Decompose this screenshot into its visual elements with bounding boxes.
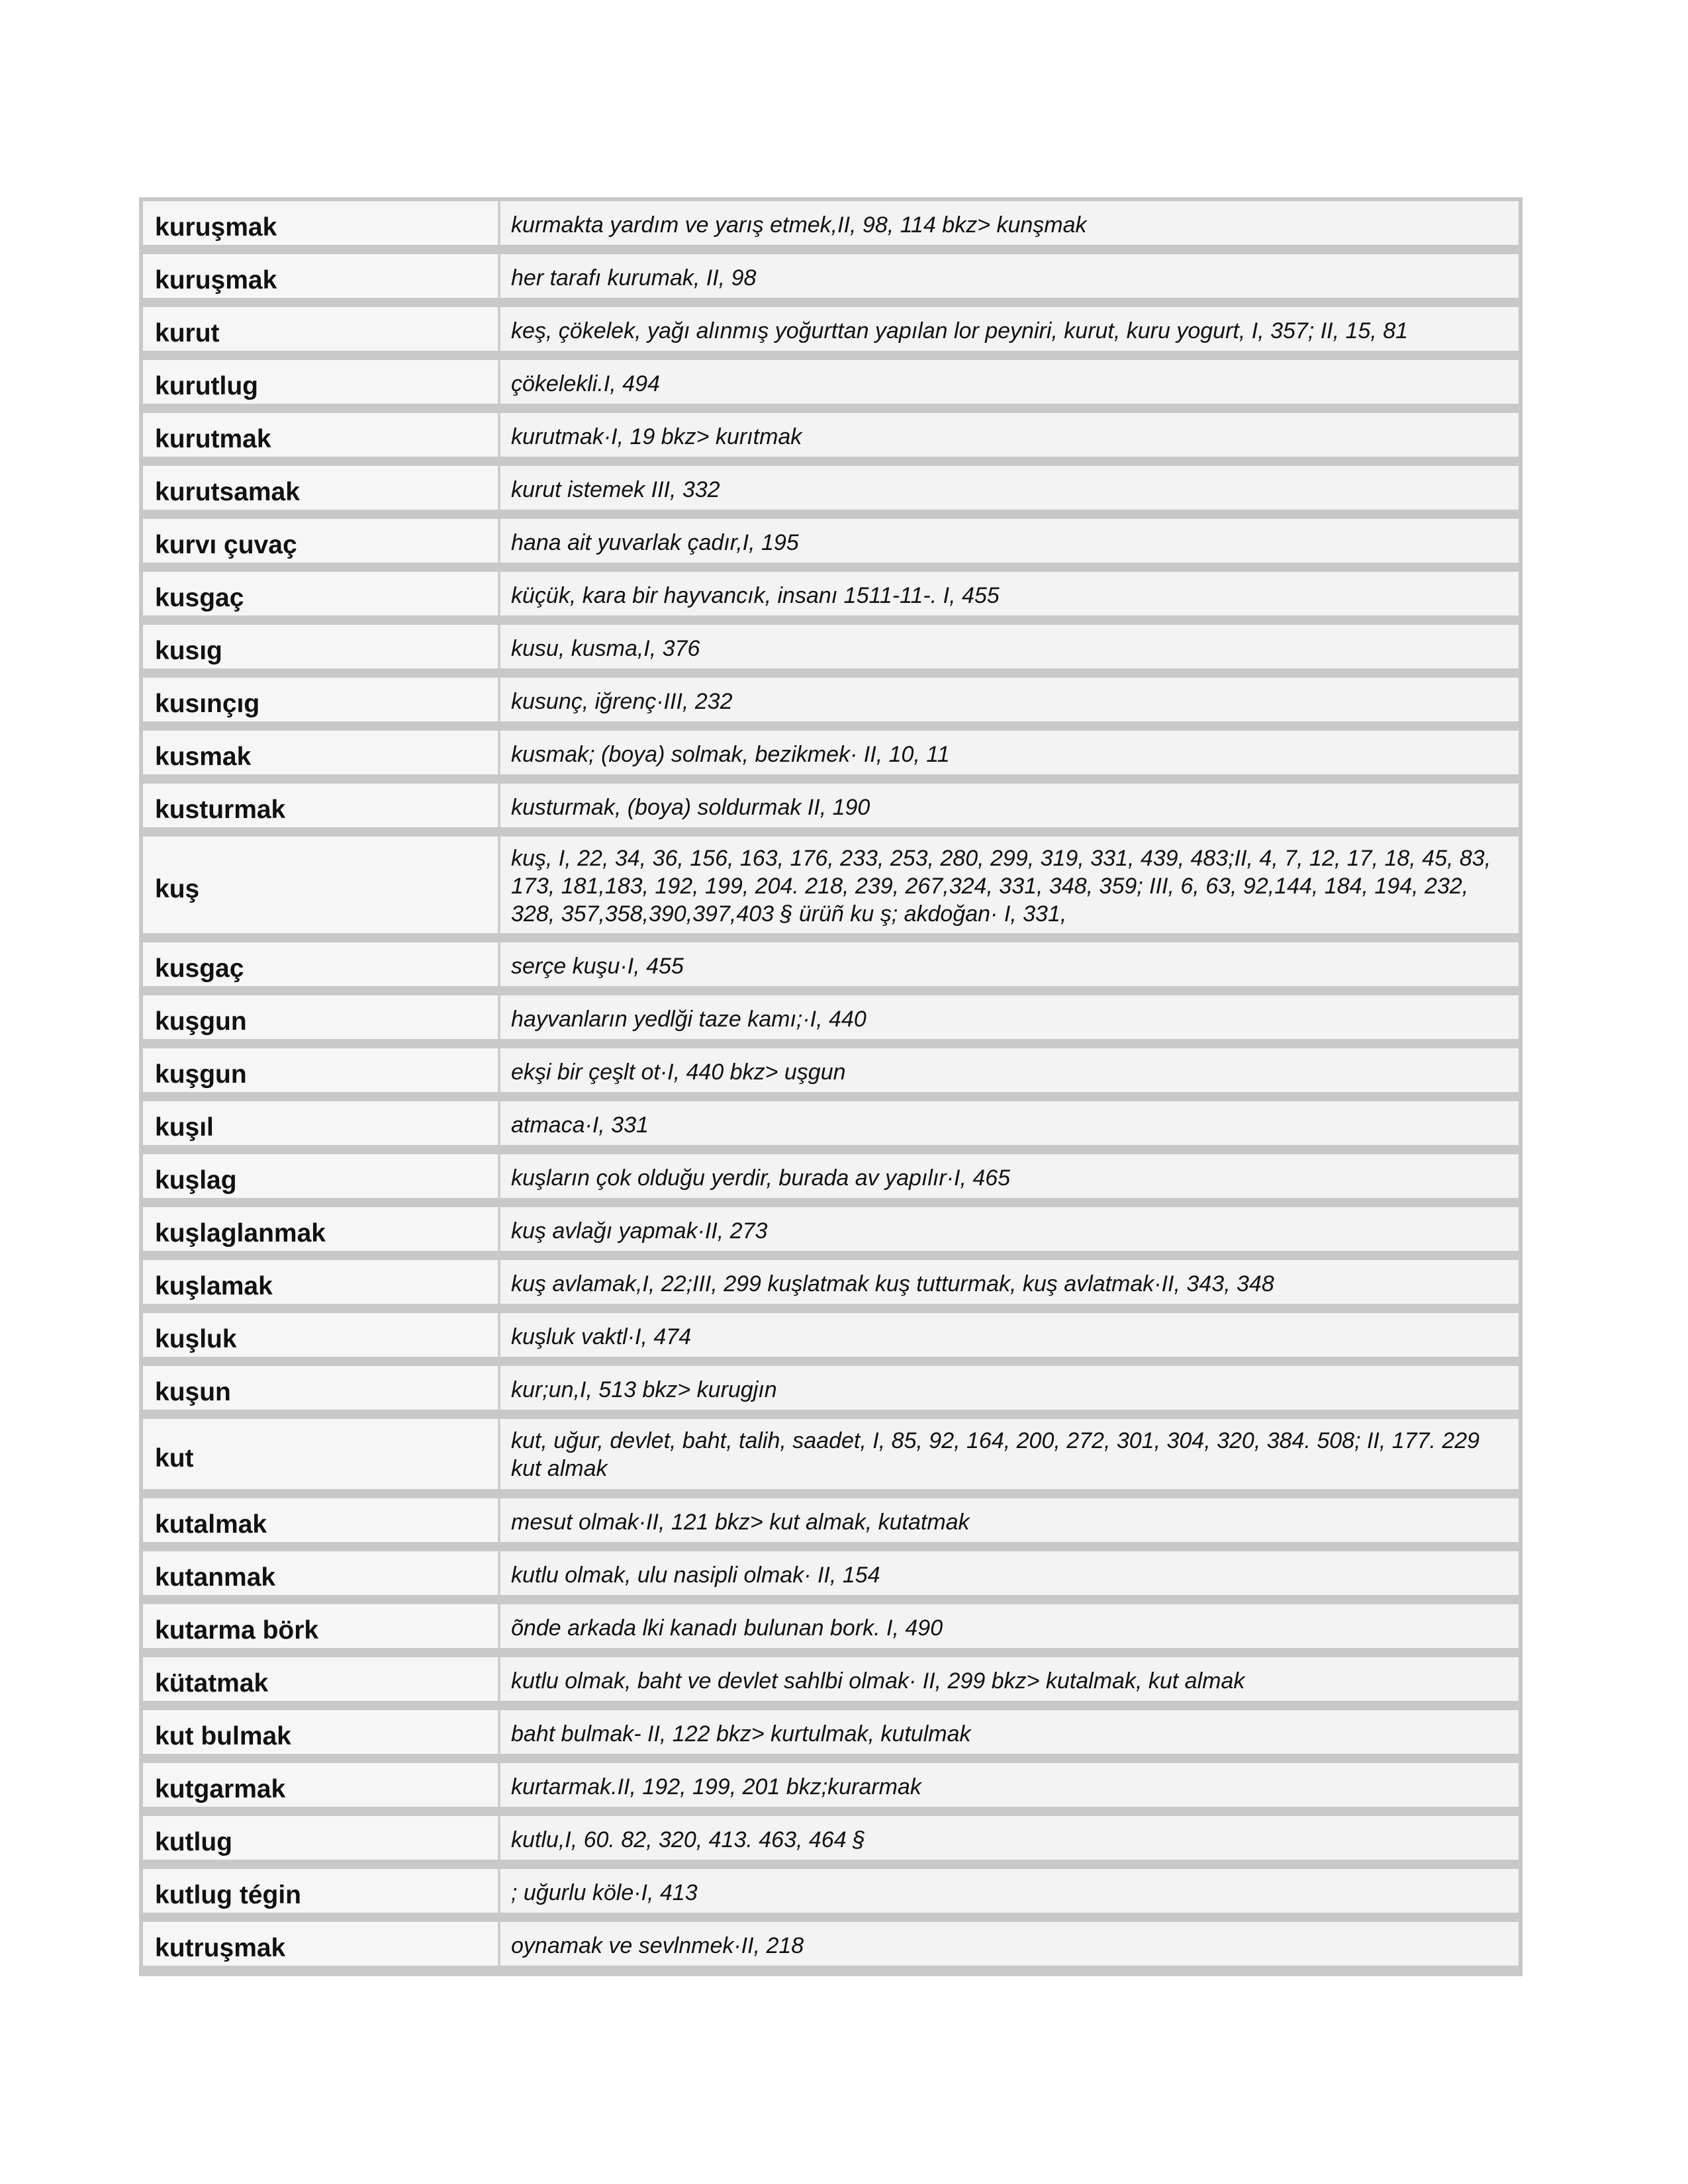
table-row bbox=[143, 837, 1519, 933]
entry-definition: keş, çökelek, yağı alınmış yoğurttan yapılan lor peyniri, kurut, kuru yogurt, I, 357; II, 15, 81 bbox=[500, 307, 1519, 351]
table-row bbox=[143, 1101, 1519, 1145]
entry-definition: baht bulmak- II, 122 bkz> kurtulmak, kutulmak bbox=[500, 1710, 1519, 1754]
table-row bbox=[143, 1657, 1519, 1701]
table-row bbox=[143, 1313, 1519, 1357]
table-row bbox=[143, 1207, 1519, 1251]
entry-term: kuşlamak bbox=[143, 1260, 500, 1304]
table-row bbox=[143, 678, 1519, 721]
table-row bbox=[143, 466, 1519, 510]
entry-term: kusıg bbox=[143, 625, 500, 668]
entry-definition: kutlu olmak, ulu nasipli olmak· II, 154 bbox=[500, 1551, 1519, 1595]
entry-definition: kurtarmak.II, 192, 199, 201 bkz;kurarmak bbox=[500, 1763, 1519, 1807]
entry-term: kuruşmak bbox=[143, 201, 500, 245]
entry-definition: kuşluk vaktl·I, 474 bbox=[500, 1313, 1519, 1357]
entry-term: kuruşmak bbox=[143, 254, 500, 298]
table-row bbox=[143, 413, 1519, 457]
entry-definition: õnde arkada lki kanadı bulunan bork. I, 490 bbox=[500, 1604, 1519, 1648]
table-row bbox=[143, 1419, 1519, 1489]
table-row bbox=[143, 625, 1519, 668]
entry-definition: kusu, kusma,I, 376 bbox=[500, 625, 1519, 668]
entry-term: kuşgun bbox=[143, 1048, 500, 1092]
entry-definition: kutlu,I, 60. 82, 320, 413. 463, 464 § bbox=[500, 1816, 1519, 1860]
entry-definition: kurutmak·I, 19 bkz> kurıtmak bbox=[500, 413, 1519, 457]
table-row bbox=[143, 1498, 1519, 1542]
entry-term: kutlug tégin bbox=[143, 1869, 500, 1913]
entry-definition: çökelekli.I, 494 bbox=[500, 360, 1519, 404]
entry-definition: ekşi bir çeşlt ot·I, 440 bkz> uşgun bbox=[500, 1048, 1519, 1092]
entry-term: kütatmak bbox=[143, 1657, 500, 1701]
entry-definition: kur;un,I, 513 bkz> kurugjın bbox=[500, 1366, 1519, 1410]
entry-definition: ; uğurlu köle·I, 413 bbox=[500, 1869, 1519, 1913]
entry-term: kutgarmak bbox=[143, 1763, 500, 1807]
entry-term: kutruşmak bbox=[143, 1922, 500, 1966]
entry-definition: oynamak ve sevlnmek·II, 218 bbox=[500, 1922, 1519, 1966]
table-row bbox=[143, 201, 1519, 245]
entry-term: kurutsamak bbox=[143, 466, 500, 510]
entry-definition: kusmak; (boya) solmak, bezikmek· II, 10, 11 bbox=[500, 731, 1519, 774]
entry-term: kurvı çuvaç bbox=[143, 519, 500, 563]
entry-definition: serçe kuşu·I, 455 bbox=[500, 942, 1519, 986]
entry-term: kutarma börk bbox=[143, 1604, 500, 1648]
entry-definition: kurmakta yardım ve yarış etmek,II, 98, 114 bkz> kunşmak bbox=[500, 201, 1519, 245]
table-row bbox=[143, 784, 1519, 827]
entry-definition: kut, uğur, devlet, baht, talih, saadet, I, 85, 92, 164, 200, 272, 301, 304, 320, 384. 508; II, 177. 229 kut almak bbox=[500, 1419, 1519, 1489]
entry-definition: her tarafı kurumak, II, 98 bbox=[500, 254, 1519, 298]
entry-term: kutlug bbox=[143, 1816, 500, 1860]
entry-term: kurut bbox=[143, 307, 500, 351]
entry-definition: atmaca·I, 331 bbox=[500, 1101, 1519, 1145]
entry-term: kutanmak bbox=[143, 1551, 500, 1595]
entry-term: kuşun bbox=[143, 1366, 500, 1410]
table-row bbox=[143, 1922, 1519, 1966]
table-row bbox=[143, 731, 1519, 774]
table-row bbox=[143, 1869, 1519, 1913]
entry-term: kuş bbox=[143, 837, 500, 933]
table-row bbox=[143, 1154, 1519, 1198]
table-row bbox=[143, 572, 1519, 615]
table-row bbox=[143, 1763, 1519, 1807]
entry-term: kusınçıg bbox=[143, 678, 500, 721]
entry-definition: mesut olmak·II, 121 bkz> kut almak, kutatmak bbox=[500, 1498, 1519, 1542]
entry-term: kutalmak bbox=[143, 1498, 500, 1542]
entry-term: kuşlaglanmak bbox=[143, 1207, 500, 1251]
table-row bbox=[143, 519, 1519, 563]
entry-definition: hayvanların yedlği taze kamı;·I, 440 bbox=[500, 995, 1519, 1039]
table-row bbox=[143, 1816, 1519, 1860]
table-row bbox=[143, 360, 1519, 404]
entry-term: kusmak bbox=[143, 731, 500, 774]
entry-term: kuşluk bbox=[143, 1313, 500, 1357]
entry-definition: kutlu olmak, baht ve devlet sahlbi olmak· II, 299 bkz> kutalmak, kut almak bbox=[500, 1657, 1519, 1701]
entry-definition: kuş avlağı yapmak·II, 273 bbox=[500, 1207, 1519, 1251]
entry-term: kurutmak bbox=[143, 413, 500, 457]
glossary-table bbox=[139, 197, 1523, 1976]
entry-term: kuşgun bbox=[143, 995, 500, 1039]
entry-definition: küçük, kara bir hayvancık, insanı 1511-11-. I, 455 bbox=[500, 572, 1519, 615]
table-row bbox=[143, 307, 1519, 351]
entry-term: kuşlag bbox=[143, 1154, 500, 1198]
table-row bbox=[143, 1366, 1519, 1410]
entry-definition: kusunç, iğrenç·III, 232 bbox=[500, 678, 1519, 721]
entry-term: kuşıl bbox=[143, 1101, 500, 1145]
table-row bbox=[143, 995, 1519, 1039]
table-row bbox=[143, 1710, 1519, 1754]
table-row bbox=[143, 1260, 1519, 1304]
table-row bbox=[143, 1604, 1519, 1648]
entry-definition: kuşların çok olduğu yerdir, burada av yapılır·I, 465 bbox=[500, 1154, 1519, 1198]
entry-term: kut bulmak bbox=[143, 1710, 500, 1754]
entry-definition: kurut istemek III, 332 bbox=[500, 466, 1519, 510]
table-row bbox=[143, 1551, 1519, 1595]
table-row bbox=[143, 1048, 1519, 1092]
entry-term: kusgaç bbox=[143, 572, 500, 615]
entry-definition: kuş, I, 22, 34, 36, 156, 163, 176, 233, 253, 280, 299, 319, 331, 439, 483;II, 4, 7, 12, 17, 18, 45, 83, 173, 181,183, 192, 199, 204. 218, 239, 267,324, 331, 348, 359; III, 6, 63, 92,144, 184, 194, 232, 328, 357,358,390,397,403 § ürüñ ku ş; akdoğan· I, 331, bbox=[500, 837, 1519, 933]
entry-definition: hana ait yuvarlak çadır,I, 195 bbox=[500, 519, 1519, 563]
entry-term: kurutlug bbox=[143, 360, 500, 404]
entry-term: kusgaç bbox=[143, 942, 500, 986]
entry-definition: kuş avlamak,I, 22;III, 299 kuşlatmak kuş tutturmak, kuş avlatmak·II, 343, 348 bbox=[500, 1260, 1519, 1304]
table-row bbox=[143, 942, 1519, 986]
entry-term: kusturmak bbox=[143, 784, 500, 827]
entry-term: kut bbox=[143, 1419, 500, 1489]
table-row bbox=[143, 254, 1519, 298]
entry-definition: kusturmak, (boya) soldurmak II, 190 bbox=[500, 784, 1519, 827]
